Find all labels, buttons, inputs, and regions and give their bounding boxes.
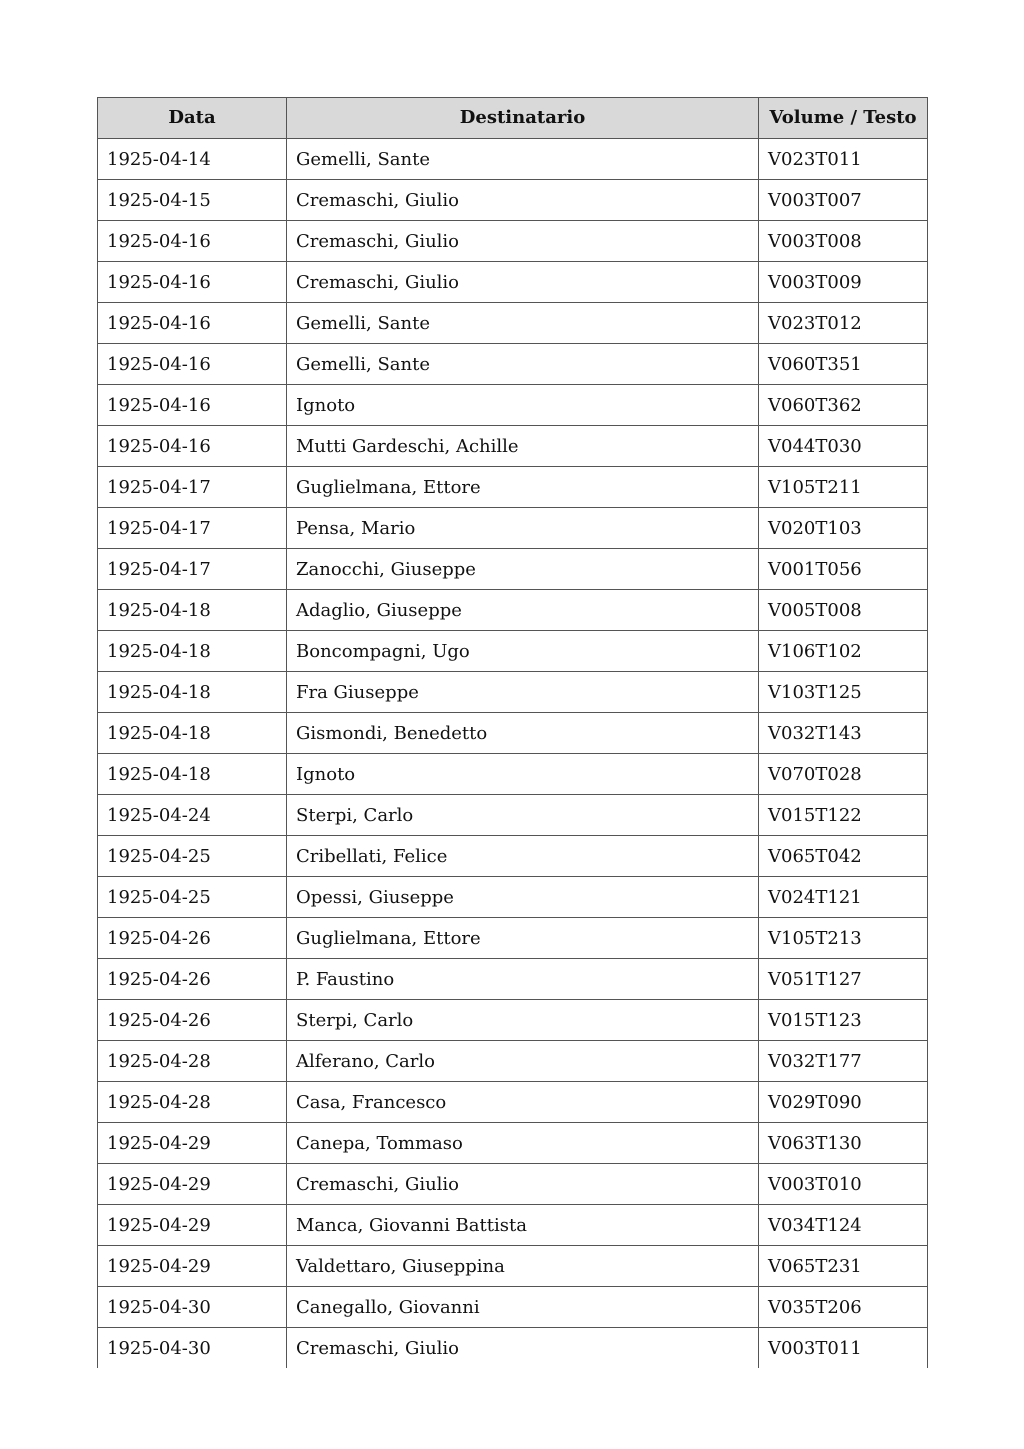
cell-date: 1925-04-14 bbox=[98, 139, 287, 180]
cell-destinatario: Zanocchi, Giuseppe bbox=[287, 549, 759, 590]
cell-volume-testo: V105T213 bbox=[759, 918, 928, 959]
cell-date: 1925-04-29 bbox=[98, 1246, 287, 1287]
cell-volume-testo: V105T211 bbox=[759, 467, 928, 508]
cell-date: 1925-04-18 bbox=[98, 631, 287, 672]
cell-destinatario: Manca, Giovanni Battista bbox=[287, 1205, 759, 1246]
table-row bbox=[98, 1123, 928, 1164]
cell-destinatario: Gemelli, Sante bbox=[287, 303, 759, 344]
cell-date: 1925-04-28 bbox=[98, 1082, 287, 1123]
column-header-volume-testo: Volume / Testo bbox=[759, 98, 928, 139]
cell-volume-testo: V023T012 bbox=[759, 303, 928, 344]
cell-destinatario: Gemelli, Sante bbox=[287, 344, 759, 385]
table-row bbox=[98, 1328, 928, 1369]
cell-destinatario: Cremaschi, Giulio bbox=[287, 180, 759, 221]
cell-volume-testo: V003T011 bbox=[759, 1328, 928, 1369]
cell-volume-testo: V005T008 bbox=[759, 590, 928, 631]
cell-date: 1925-04-29 bbox=[98, 1164, 287, 1205]
cell-date: 1925-04-17 bbox=[98, 508, 287, 549]
column-header-data: Data bbox=[98, 98, 287, 139]
table-row bbox=[98, 795, 928, 836]
cell-destinatario: Gismondi, Benedetto bbox=[287, 713, 759, 754]
cell-destinatario: Guglielmana, Ettore bbox=[287, 918, 759, 959]
cell-date: 1925-04-18 bbox=[98, 754, 287, 795]
table-row bbox=[98, 467, 928, 508]
table-row bbox=[98, 426, 928, 467]
cell-destinatario: Cribellati, Felice bbox=[287, 836, 759, 877]
cell-date: 1925-04-17 bbox=[98, 549, 287, 590]
table-row bbox=[98, 303, 928, 344]
table-row bbox=[98, 631, 928, 672]
cell-volume-testo: V003T008 bbox=[759, 221, 928, 262]
cell-volume-testo: V015T123 bbox=[759, 1000, 928, 1041]
cell-destinatario: Fra Giuseppe bbox=[287, 672, 759, 713]
table-row bbox=[98, 1000, 928, 1041]
document-page bbox=[97, 97, 927, 1368]
cell-destinatario: Cremaschi, Giulio bbox=[287, 1328, 759, 1369]
cell-date: 1925-04-25 bbox=[98, 877, 287, 918]
table-row bbox=[98, 139, 928, 180]
cell-date: 1925-04-26 bbox=[98, 918, 287, 959]
cell-volume-testo: V003T010 bbox=[759, 1164, 928, 1205]
table-row bbox=[98, 1164, 928, 1205]
cell-destinatario: Gemelli, Sante bbox=[287, 139, 759, 180]
cell-date: 1925-04-18 bbox=[98, 672, 287, 713]
table-row bbox=[98, 221, 928, 262]
table-row bbox=[98, 959, 928, 1000]
table-row bbox=[98, 1041, 928, 1082]
cell-destinatario: Canepa, Tommaso bbox=[287, 1123, 759, 1164]
table-row bbox=[98, 344, 928, 385]
cell-date: 1925-04-15 bbox=[98, 180, 287, 221]
cell-destinatario: Sterpi, Carlo bbox=[287, 1000, 759, 1041]
letters-table bbox=[97, 97, 928, 1368]
cell-date: 1925-04-16 bbox=[98, 426, 287, 467]
cell-date: 1925-04-29 bbox=[98, 1123, 287, 1164]
cell-date: 1925-04-16 bbox=[98, 344, 287, 385]
table-row bbox=[98, 877, 928, 918]
cell-volume-testo: V060T351 bbox=[759, 344, 928, 385]
cell-date: 1925-04-30 bbox=[98, 1328, 287, 1369]
cell-date: 1925-04-25 bbox=[98, 836, 287, 877]
cell-destinatario: Valdettaro, Giuseppina bbox=[287, 1246, 759, 1287]
table-row bbox=[98, 918, 928, 959]
cell-volume-testo: V065T231 bbox=[759, 1246, 928, 1287]
cell-date: 1925-04-16 bbox=[98, 221, 287, 262]
cell-destinatario: Cremaschi, Giulio bbox=[287, 262, 759, 303]
cell-volume-testo: V051T127 bbox=[759, 959, 928, 1000]
cell-volume-testo: V023T011 bbox=[759, 139, 928, 180]
cell-destinatario: Casa, Francesco bbox=[287, 1082, 759, 1123]
cell-volume-testo: V034T124 bbox=[759, 1205, 928, 1246]
cell-volume-testo: V032T143 bbox=[759, 713, 928, 754]
cell-volume-testo: V065T042 bbox=[759, 836, 928, 877]
cell-destinatario: Pensa, Mario bbox=[287, 508, 759, 549]
cell-destinatario: Guglielmana, Ettore bbox=[287, 467, 759, 508]
table-row bbox=[98, 180, 928, 221]
cell-destinatario: P. Faustino bbox=[287, 959, 759, 1000]
cell-volume-testo: V060T362 bbox=[759, 385, 928, 426]
cell-date: 1925-04-16 bbox=[98, 385, 287, 426]
cell-date: 1925-04-16 bbox=[98, 262, 287, 303]
table-row bbox=[98, 754, 928, 795]
cell-destinatario: Alferano, Carlo bbox=[287, 1041, 759, 1082]
cell-destinatario: Opessi, Giuseppe bbox=[287, 877, 759, 918]
table-row bbox=[98, 672, 928, 713]
cell-destinatario: Ignoto bbox=[287, 385, 759, 426]
cell-date: 1925-04-18 bbox=[98, 590, 287, 631]
table-header-row bbox=[98, 98, 928, 139]
cell-date: 1925-04-29 bbox=[98, 1205, 287, 1246]
table-row bbox=[98, 1287, 928, 1328]
cell-volume-testo: V029T090 bbox=[759, 1082, 928, 1123]
cell-volume-testo: V001T056 bbox=[759, 549, 928, 590]
cell-volume-testo: V063T130 bbox=[759, 1123, 928, 1164]
cell-date: 1925-04-16 bbox=[98, 303, 287, 344]
table-row bbox=[98, 508, 928, 549]
cell-destinatario: Canegallo, Giovanni bbox=[287, 1287, 759, 1328]
cell-volume-testo: V020T103 bbox=[759, 508, 928, 549]
cell-date: 1925-04-18 bbox=[98, 713, 287, 754]
table-row bbox=[98, 1205, 928, 1246]
table-body bbox=[98, 139, 928, 1369]
cell-volume-testo: V024T121 bbox=[759, 877, 928, 918]
table-row bbox=[98, 836, 928, 877]
cell-volume-testo: V035T206 bbox=[759, 1287, 928, 1328]
cell-volume-testo: V103T125 bbox=[759, 672, 928, 713]
cell-date: 1925-04-17 bbox=[98, 467, 287, 508]
cell-volume-testo: V044T030 bbox=[759, 426, 928, 467]
column-header-destinatario: Destinatario bbox=[287, 98, 759, 139]
table-row bbox=[98, 549, 928, 590]
cell-volume-testo: V015T122 bbox=[759, 795, 928, 836]
cell-destinatario: Ignoto bbox=[287, 754, 759, 795]
table-row bbox=[98, 713, 928, 754]
cell-date: 1925-04-26 bbox=[98, 1000, 287, 1041]
cell-destinatario: Mutti Gardeschi, Achille bbox=[287, 426, 759, 467]
cell-date: 1925-04-26 bbox=[98, 959, 287, 1000]
table-row bbox=[98, 385, 928, 426]
table-row bbox=[98, 590, 928, 631]
cell-volume-testo: V032T177 bbox=[759, 1041, 928, 1082]
table-row bbox=[98, 262, 928, 303]
cell-destinatario: Cremaschi, Giulio bbox=[287, 221, 759, 262]
cell-destinatario: Boncompagni, Ugo bbox=[287, 631, 759, 672]
cell-volume-testo: V003T007 bbox=[759, 180, 928, 221]
table-row bbox=[98, 1082, 928, 1123]
cell-destinatario: Sterpi, Carlo bbox=[287, 795, 759, 836]
table-row bbox=[98, 1246, 928, 1287]
cell-date: 1925-04-30 bbox=[98, 1287, 287, 1328]
cell-volume-testo: V070T028 bbox=[759, 754, 928, 795]
cell-volume-testo: V003T009 bbox=[759, 262, 928, 303]
cell-destinatario: Cremaschi, Giulio bbox=[287, 1164, 759, 1205]
cell-date: 1925-04-28 bbox=[98, 1041, 287, 1082]
cell-destinatario: Adaglio, Giuseppe bbox=[287, 590, 759, 631]
cell-volume-testo: V106T102 bbox=[759, 631, 928, 672]
cell-date: 1925-04-24 bbox=[98, 795, 287, 836]
